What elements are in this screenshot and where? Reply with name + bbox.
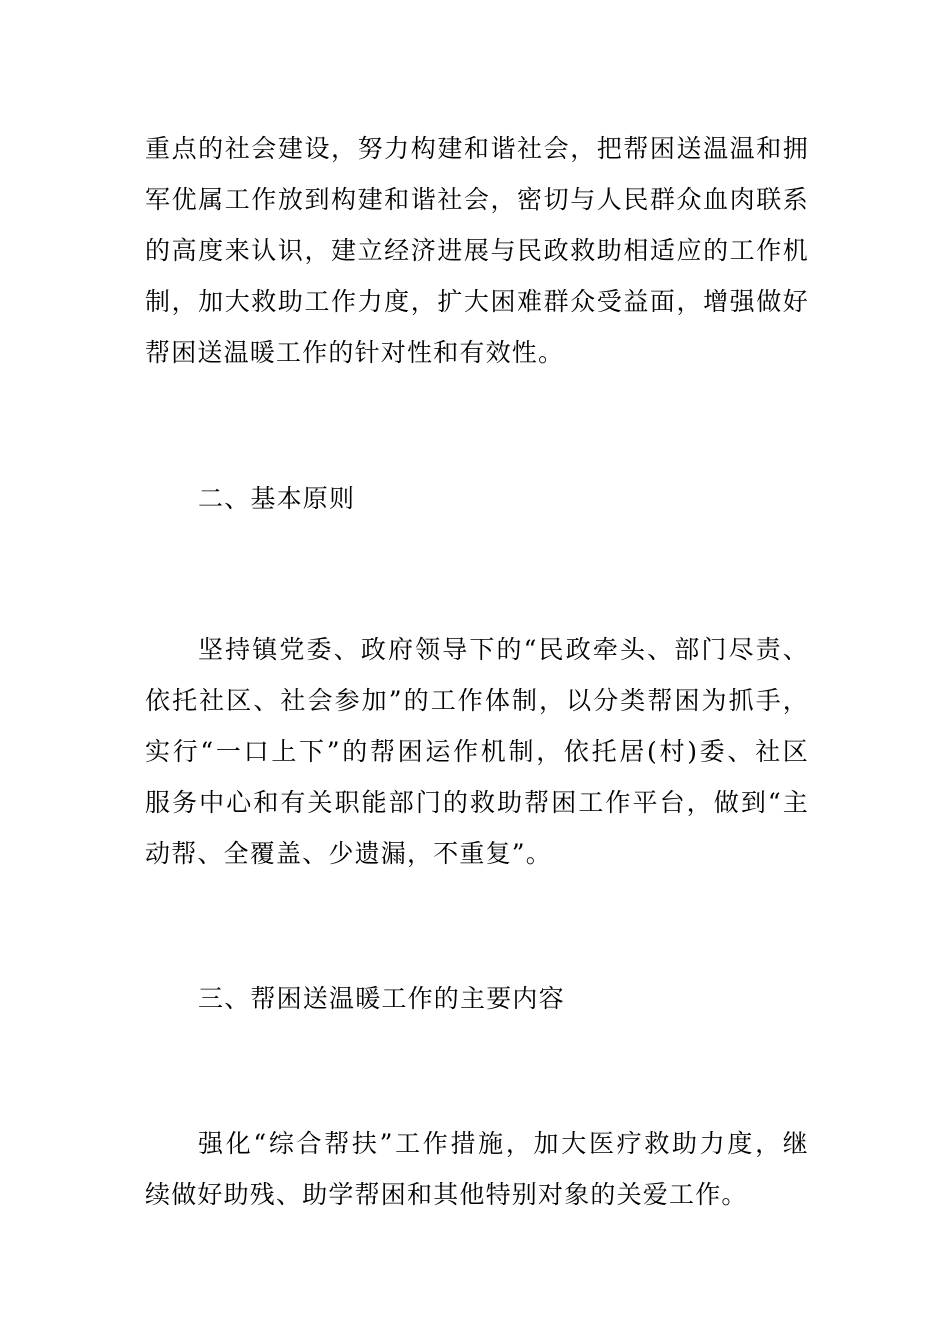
paragraph-line: 续做好助残、助学帮困和其他特别对象的关爱工作。 <box>145 1180 748 1209</box>
paragraph-line: 强化“综合帮扶”工作措施，加大医疗救助力度，继 <box>198 1129 809 1158</box>
section-heading-main-content: 三、帮困送温暖工作的主要内容 <box>198 984 565 1013</box>
paragraph-line: 服务中心和有关职能部门的救助帮困工作平台，做到“主 <box>145 788 809 817</box>
paragraph-line: 的高度来认识，建立经济进展与民政救助相适应的工作机 <box>145 236 809 265</box>
paragraph-line: 帮困送温暖工作的针对性和有效性。 <box>145 338 565 367</box>
section-heading-basic-principles: 二、基本原则 <box>198 484 356 513</box>
paragraph-line: 坚持镇党委、政府领导下的“民政牵头、部门尽责、 <box>198 635 809 664</box>
paragraph-line: 重点的社会建设，努力构建和谐社会，把帮困送温温和拥 <box>145 134 809 163</box>
paragraph-line: 动帮、全覆盖、少遗漏，不重复”。 <box>145 839 552 868</box>
paragraph-2 <box>145 624 809 879</box>
paragraph-1 <box>145 123 809 378</box>
paragraph-3 <box>145 1118 809 1220</box>
paragraph-line: 制，加大救助工作力度，扩大困难群众受益面，增强做好 <box>145 287 809 316</box>
paragraph-line: 依托社区、社会参加”的工作体制，以分类帮困为抓手， <box>145 686 809 715</box>
paragraph-line: 实行“一口上下”的帮困运作机制，依托居(村)委、社区 <box>145 737 809 766</box>
paragraph-line: 军优属工作放到构建和谐社会，密切与人民群众血肉联系 <box>145 185 809 214</box>
